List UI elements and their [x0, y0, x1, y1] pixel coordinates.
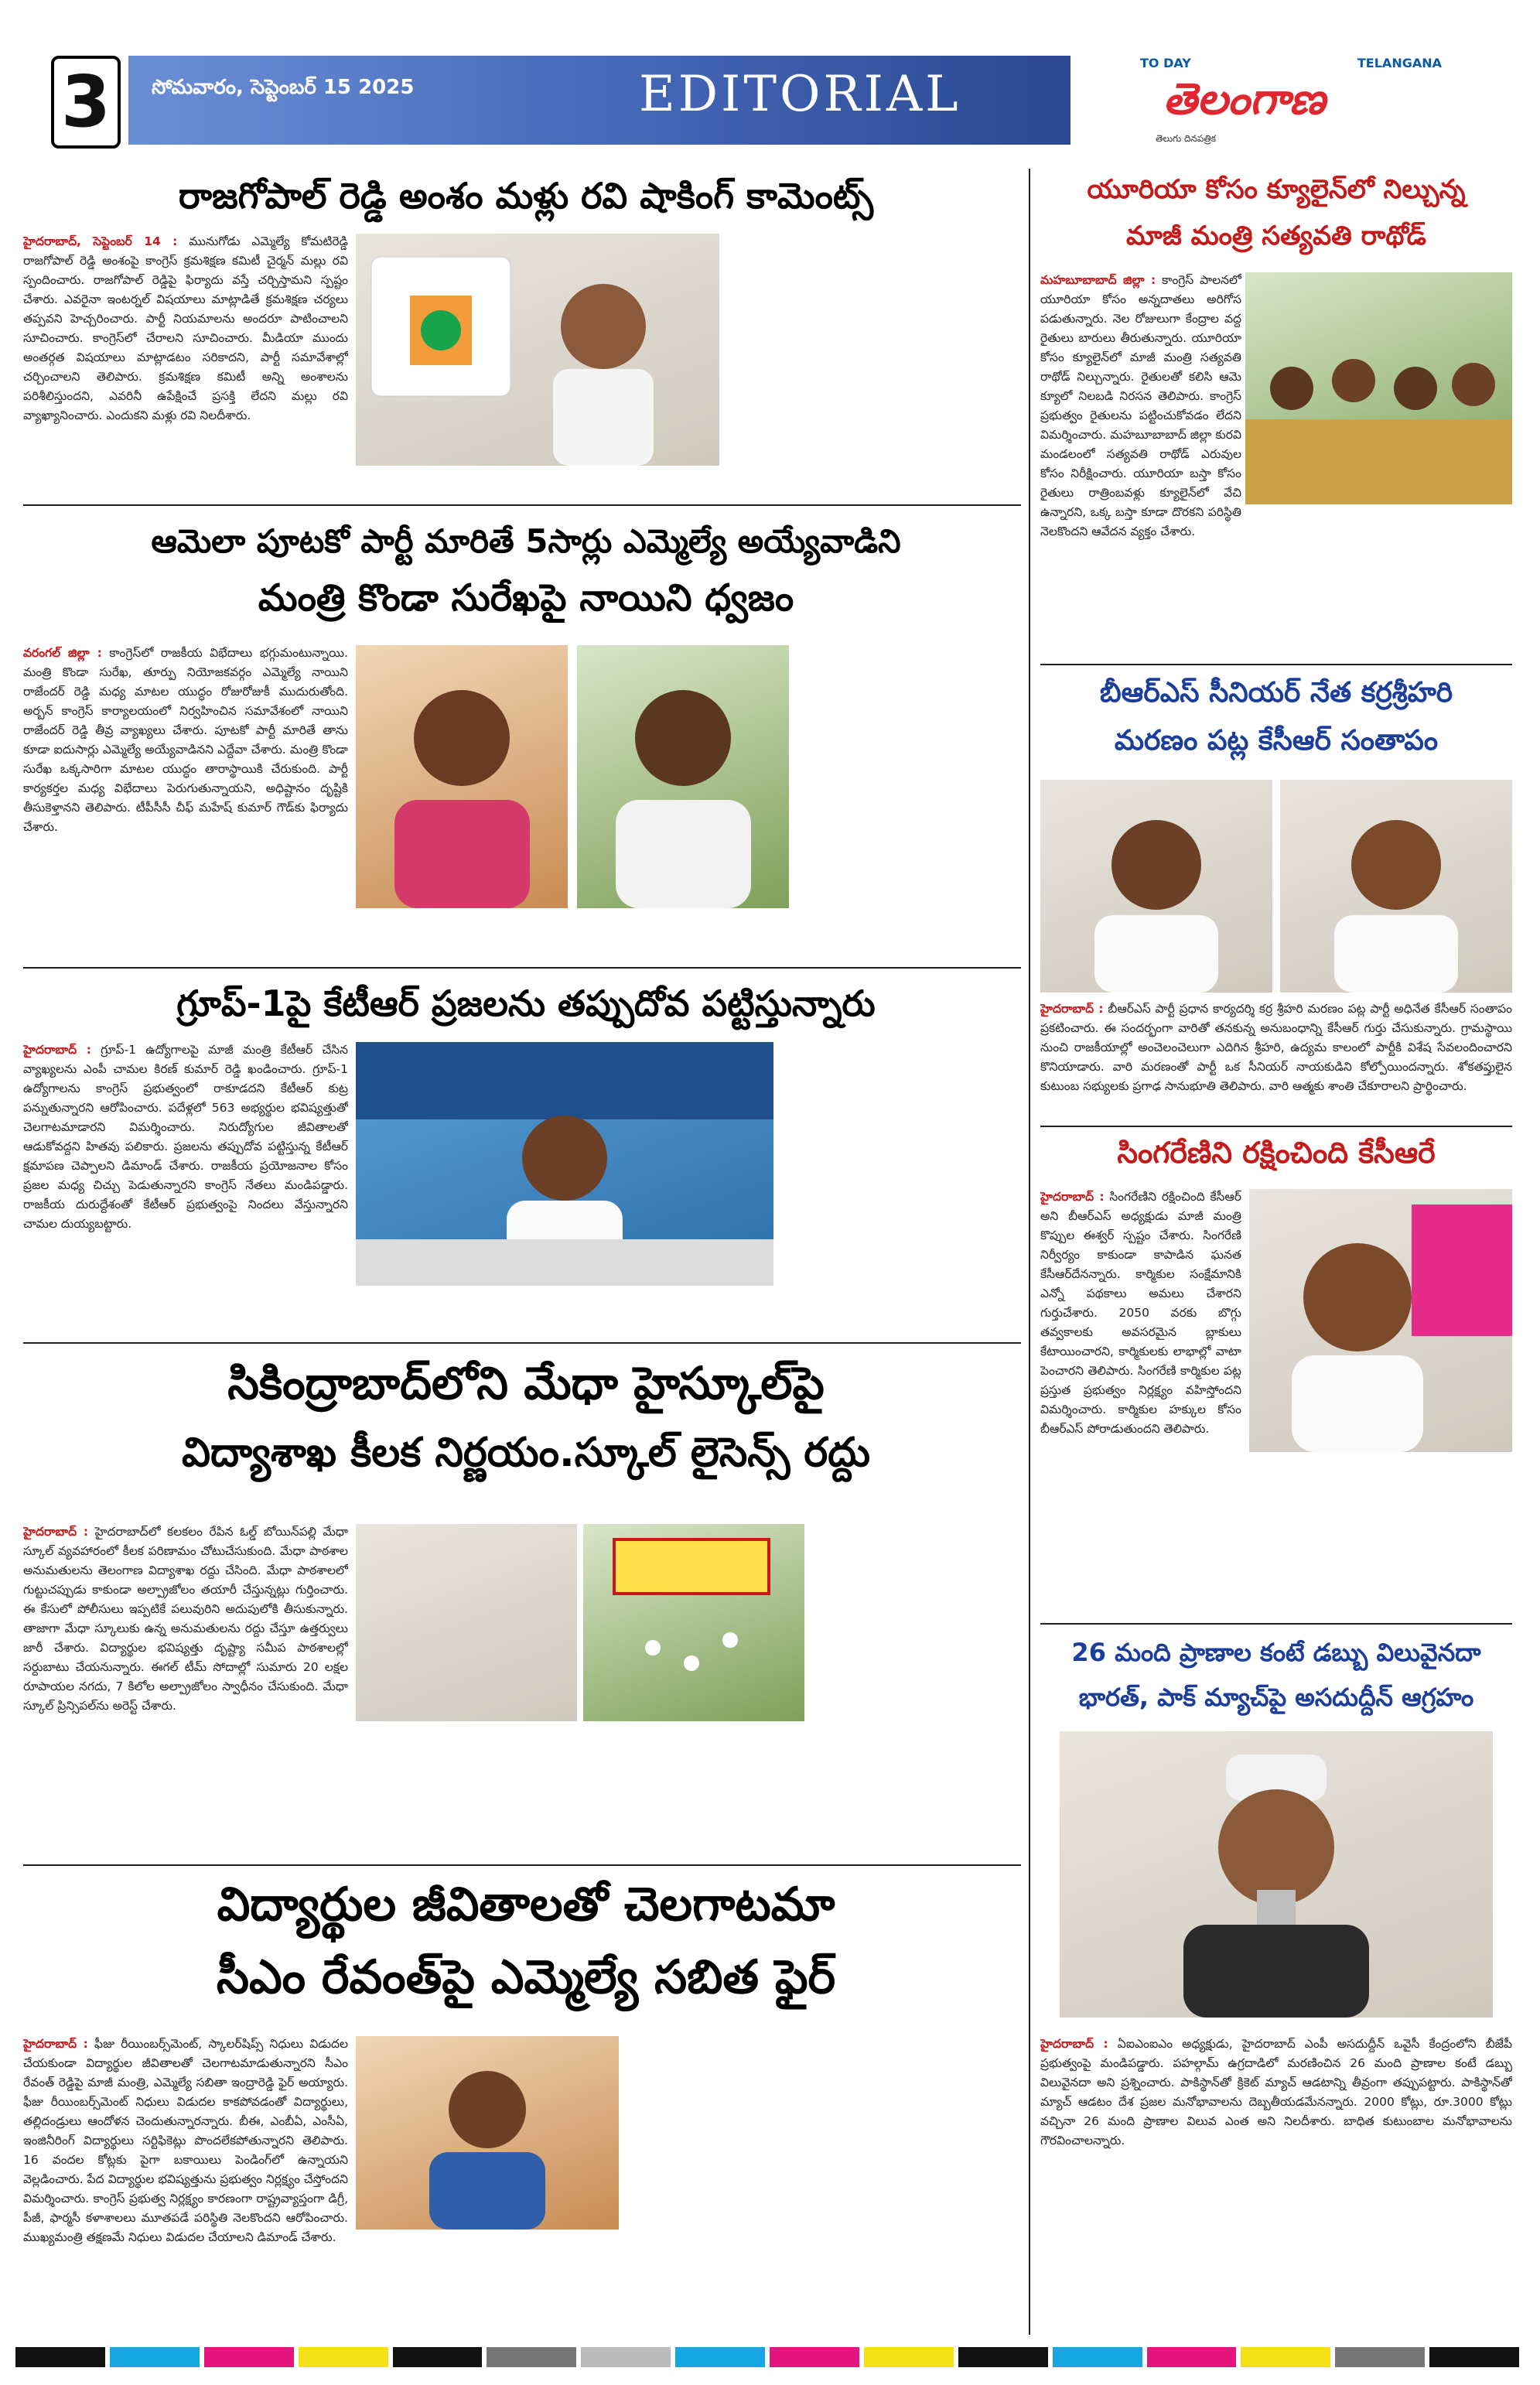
story-4-body-cont [812, 1522, 1021, 1847]
story-7-headline-1: బీఆర్ఎస్ సీనియర్ నేత కర్రశ్రీహరి [1099, 677, 1453, 709]
divider [23, 504, 1021, 506]
story-2-body-cont [797, 644, 1021, 953]
logo-tagline: తెలుగు దినపత్రిక [1156, 133, 1217, 144]
logo-today: TO DAY [1140, 56, 1191, 70]
story-8-body [1040, 1187, 1241, 1559]
story-7-dateline: హైదరాబాద్ : [1040, 1002, 1104, 1016]
story-1-text: మునుగోడు ఎమ్మెల్యే కోమటిరెడ్డి రాజగోపాల్ రెడ్డి అంశంపై కాంగ్రెస్ క్రమశిక్షణ కమిటీ చైర్మన్ మల్లు రవి స్పందించారు. రాజగోపాల్ రెడ్డిపై ఫిర్యాదు వస్తే చర్చిస్తామని స్పష్టం చేశారు. ఎవరైనా ఇంటర్నల్ విషయాలు మాట్లాడితే క్రమశిక్షణ చర్యలు తప్పవని హెచ్చరించారు. పార్టీ నియమాలను అందరూ పాటించాలని సూచించారు. కాంగ్రెస్‌లో చేరాలని సూచించారు. మీడియా ముందు అంతర్గత విషయాలు మాట్లాడటం సరికాదని, పార్టీ సమావేశాల్లో చర్చించాలని తెలిపారు. క్రమశిక్షణ కమిటీ అన్ని అంశాలను పరిశీలిస్తుందని, ఎవరినీ ఉపేక్షించే ప్రసక్తి లేదని మల్లు రవి వ్యాఖ్యానించారు. ఎందుకని మళ్లు రవి నిలదీశారు. [23, 234, 348, 422]
logo-telangana: TELANGANA [1357, 56, 1442, 70]
story-3-body [23, 1040, 348, 1334]
story-6-headline-2: మాజీ మంత్రి సత్యవతి రాథోడ్ [1126, 220, 1426, 251]
story-4-text: హైదరాబాద్‌లో కలకలం రేపిన ఓల్డ్ బోయిన్‌పల్లి మేధా స్కూల్ వ్యవహారంలో కీలక పరిణామం చోటుచేసుకుంది. మేధా పాఠశాల అనుమతులను తెలంగాణ విద్యాశాఖ రద్దు చేసింది. మేధా పాఠశాలలో గుట్టుచప్పుడు కాకుండా అల్ప్రాజోలం తయారీ చేస్తున్నట్లు గుర్తించారు. ఈ కేసులో పోలీసులు ఇప్పటికే పలువురిని అదుపులోకి తీసుకున్నారు. తాజాగా మేధా స్కూలుకు ఉన్న అనుమతులను రద్దు చేస్తూ ఉత్తర్వులు జారీ చేశారు. విద్యార్థుల భవిష్యత్తు దృష్ట్యా సమీప పాఠశాలల్లో సర్దుబాటు చేయనున్నారు. ఈగల్ టీమ్ సోదాల్లో సుమారు 20 లక్షల రూపాయల నగదు, 7 కిలోల అల్ప్రాజోలం స్వాధీనం చేసుకుంది. మేధా స్కూల్ ప్రిన్సిపల్‌ను అరెస్ట్ చేశారు. [23, 1525, 348, 1713]
story-5-body-cont [627, 2035, 1021, 2336]
page-number: 3 [51, 56, 121, 149]
print-color-strip [15, 2347, 1524, 2367]
story-7-text: బీఆర్ఎస్ పార్టీ ప్రధాన కార్యదర్శి కర్ర శ్రీహరి మరణం పట్ల పార్టీ అధినేత కేసీఆర్ సంతాపం ప్రకటించారు. ఈ సందర్భంగా వారితో తనకున్న అనుబంధాన్ని కేసీఆర్ గుర్తు చేసుకున్నారు. గ్రామస్థాయి నుంచి రాజకీయాల్లో అంచెలంచెలుగా ఎదిగిన శ్రీహరి, ఉద్యమ కాలంలో పార్టీకి విశేష సేవలందించారని కొనియాడారు. వారి మరణంతో పార్టీ ఒక సీనియర్ నాయకుడిని కోల్పోయిందన్నారు. శోకతప్తులైన కుటుంబ సభ్యులకు ప్రగాఢ సానుభూతి తెలిపారు. వారి ఆత్మకు శాంతి చేకూరాలని ప్రార్థించారు. [1040, 1002, 1512, 1093]
story-1-headline: రాజగోపాల్ రెడ్డి అంశం మళ్లు రవి షాకింగ్ కామెంట్స్ [178, 175, 874, 217]
story-5-headline-2: సీఎం రేవంత్‌పై ఎమ్మెల్యే సబిత ఫైర్ [216, 1950, 836, 2004]
story-2-headline-1: ఆమెలా పూటకో పార్టీ మారితే 5సార్లు ఎమ్మెల్యే అయ్యేవాడిని [151, 522, 901, 560]
divider [1040, 664, 1512, 665]
story-3-body-cont [781, 1040, 1021, 1334]
issue-date: సోమవారం, సెప్టెంబర్ 15 2025 [152, 76, 415, 99]
koppula-photo [1249, 1189, 1512, 1452]
story-3-headline: గ్రూప్-1పై కేటీఆర్ ప్రజలను తప్పుదోవ పట్టిస్తున్నారు [176, 982, 876, 1024]
story-6-body [1040, 271, 1241, 557]
story-3-dateline: హైదరాబాద్ : [23, 1043, 91, 1057]
story-2-text: కాంగ్రెస్‌లో రాజకీయ విభేదాలు భగ్గుమంటున్నాయి. మంత్రి కొండా సురేఖ, తూర్పు నియోజకవర్గం ఎమ్మెల్యే నాయిని రాజేందర్ రెడ్డి మధ్య మాటల యుద్ధం రోజురోజుకీ ముదురుతోంది. అర్బన్ కాంగ్రెస్ కార్యాలయంలో నిర్వహించిన సమావేశంలో నాయిని రాజేందర్ రెడ్డి తీవ్ర వ్యాఖ్యలు చేశారు. పూటకో పార్టీ మారితే తాను కూడా ఐదుసార్లు ఎమ్మెల్యే అయ్యేవాడినని ఎద్దేవా చేశారు. మంత్రి కొండా సురేఖ ఒక్కసారిగా మాటల యుద్ధం తారాస్థాయికి చేరుకుంది. పార్టీ కార్యకర్తల మధ్య విభేదాలు పెరుగుతున్నాయని, అధిష్టానం దృష్టికి తీసుకెళ్తానని తెలిపారు. టీపీసీసీ చీఫ్ మహేష్ కుమార్ గౌడ్‌కు ఫిర్యాదు చేశారు. [23, 646, 348, 834]
story-8-text: సింగరేణిని రక్షించింది కేసీఆర్ అని బీఆర్ఎస్ అధ్యక్షుడు మాజీ మంత్రి కొప్పుల ఈశ్వర్ స్పష్టం చేశారు. సింగరేణి నిర్వీర్యం కాకుండా కాపాడిన ఘనత కేసీఆర్‌దేనన్నారు. కార్మికుల సంక్షేమానికి ఎన్నో పథకాలు అమలు చేశారని గుర్తుచేశారు. 2050 వరకు బొగ్గు తవ్వకాలకు అవసరమైన బ్లాకులు కేటాయించారని, కార్మికులకు లాభాల్లో వాటా పెంచారని తెలిపారు. సింగరేణి కార్మికుల పట్ల ప్రస్తుత ప్రభుత్వం నిర్లక్ష్యం వహిస్తోందని విమర్శించారు. కార్మికుల హక్కుల కోసం బీఆర్ఎస్ పోరాడుతుందని తెలిపారు. [1040, 1190, 1241, 1436]
press-meet-photo [356, 1042, 773, 1286]
story-4-headline-2: విద్యాశాఖ కీలక నిర్ణయం.స్కూల్ లైసెన్స్ రద్దు [182, 1430, 870, 1476]
school-raid-photo [356, 1524, 804, 1721]
congress-leader-photo [356, 234, 719, 466]
story-2-headline-2: మంత్రి కొండా సురేఖపై నాయిని ధ్వజం [258, 576, 794, 620]
section-title: EDITORIAL [639, 66, 961, 123]
story-8-dateline: హైదరాబాద్ : [1040, 1190, 1105, 1204]
story-6-text: కాంగ్రెస్ పాలనలో యూరియా కోసం అన్నదాతలు అరిగోస పడుతున్నారు. నెల రోజులుగా కేంద్రాల వద్ద రైతులు బారులు తీరుతున్నారు. యూరియా కోసం క్యూలైన్‌లో మాజీ మంత్రి సత్యవతి రాథోడ్ నిల్చున్నారు. రైతులతో కలిసి ఆమె క్యూలో నిలబడి నిరసన తెలిపారు. కాంగ్రెస్ ప్రభుత్వం రైతులను పట్టించుకోవడం లేదని విమర్శించారు. మహబూబాబాద్ జిల్లా కురవి మండలంలో సత్యవతి రాథోడ్ ఎరువుల కోసం నిరీక్షించారు. యూరియా బస్తా కోసం రైతులు రాత్రింబవళ్లు క్యూలైన్‌లో వేచి ఉన్నారని, ఒక్క బస్తా కూడా దొరకని పరిస్థితి నెలకొందని ఆవేదన వ్యక్తం చేశారు. [1040, 273, 1241, 538]
divider [1040, 1623, 1512, 1625]
story-9-headline-1: 26 మంది ప్రాణాల కంటే డబ్బు విలువైనదా [1071, 1638, 1481, 1667]
divider [1040, 1126, 1512, 1127]
story-2-dateline: వరంగల్ జిల్లా : [23, 646, 102, 660]
story-3-text: గ్రూప్-1 ఉద్యోగాలపై మాజీ మంత్రి కేటీఆర్ చేసిన వ్యాఖ్యలను ఎంపీ చామల కిరణ్ కుమార్ రెడ్డి ఖండించారు. గ్రూప్-1 ఉద్యోగాలను కాంగ్రెస్ ప్రభుత్వంలో రాకూడదని కేటీఆర్ కుట్ర పన్నుతున్నారని ఆరోపించారు. పదేళ్లలో 563 అభ్యర్థుల భవిష్యత్తుతో చెలగాటమాడారని విమర్శించారు. నిరుద్యోగుల జీవితాలతో ఆడుకోవద్దని హితవు పలికారు. ప్రజలను తప్పుదోవ పట్టిస్తున్న కేటీఆర్ క్షమాపణ చెప్పాలని డిమాండ్ చేశారు. రాజకీయ ప్రయోజనాల కోసం ప్రజల మధ్య చిచ్చు పెడుతున్నారని కాంగ్రెస్ నేతలు మండిపడ్డారు. రాజకీయ దురుద్దేశంతో కేటీఆర్ ప్రభుత్వంపై నిందలు వేస్తున్నారని చామల దుయ్యబట్టారు. [23, 1043, 348, 1231]
story-1-dateline: హైదరాబాద్, సెప్టెంబర్ 14 : [23, 234, 178, 248]
divider [23, 1864, 1021, 1866]
story-1-body-cont [727, 232, 1021, 491]
story-5-body [23, 2035, 348, 2336]
story-9-headline-2: భారత్, పాక్ మ్యాచ్‌పై అసదుద్దీన్ ఆగ్రహం [1078, 1683, 1474, 1712]
story-6-headline-1: యూరియా కోసం క్యూలైన్‌లో నిల్చున్న [1087, 174, 1466, 205]
two-politicians-photo [356, 645, 789, 908]
story-6-dateline: మహబూబాబాద్ జిల్లా : [1040, 273, 1156, 287]
story-4-body [23, 1522, 348, 1847]
column-divider [1029, 169, 1030, 2335]
story-4-dateline: హైదరాబాద్ : [23, 1525, 89, 1539]
story-8-headline: సింగరేణిని రక్షించింది కేసీఆరే [1117, 1136, 1436, 1170]
sabitha-photo [356, 2036, 619, 2230]
story-9-body [1040, 2035, 1512, 2336]
logo-mark: తెలంగాణ [1163, 74, 1326, 125]
story-1-body [23, 232, 348, 491]
story-9-dateline: హైదరాబాద్ : [1040, 2037, 1108, 2051]
story-5-headline-1: విద్యార్థుల జీవితాలతో చెలగాటమా [217, 1878, 835, 1932]
story-2-body [23, 644, 348, 953]
farmers-queue-photo [1245, 272, 1512, 504]
story-5-text: ఫీజు రీయింబర్స్‌మెంట్, స్కాలర్‌షిప్స్ నిధులు విడుదల చేయకుండా విద్యార్థుల జీవితాలతో చెలగాటమాడుతున్నారని సీఎం రేవంత్ రెడ్డిపై మాజీ మంత్రి, ఎమ్మెల్యే సబితా ఇంద్రారెడ్డి ఫైర్ అయ్యారు. ఫీజు రీయింబర్స్‌మెంట్ నిధులు విడుదల కాకపోవడంతో విద్యార్థులు, తల్లిదండ్రులు ఆందోళన చెందుతున్నారన్నారు. బీఈ, ఎంబీఏ, ఎంసీఏ, ఇంజినీరింగ్ విద్యార్థులు సర్టిఫికెట్లు పొందలేకపోతున్నారని తెలిపారు. 16 వందల కోట్లకు పైగా బకాయిలు పెండింగ్‌లో ఉన్నాయని వెల్లడించారు. పేద విద్యార్థుల భవిష్యత్తును ప్రభుత్వం నిర్లక్ష్యం చేస్తోందని విమర్శించారు. కాంగ్రెస్ ప్రభుత్వ నిర్లక్ష్యం కారణంగా రాష్ట్రవ్యాప్తంగా డిగ్రీ, పీజీ, ఫార్మసీ కళాశాలలు మూతపడే పరిస్థితి నెలకొందని ఆరోపించారు. ముఖ్యమంత్రి తక్షణమే నిధులు విడుదల చేయాలని డిమాండ్ చేశారు. [23, 2037, 348, 2244]
story-7-body [1040, 999, 1512, 1116]
kcr-srihari-photo [1040, 780, 1512, 993]
story-5-dateline: హైదరాబాద్ : [23, 2037, 88, 2051]
story-4-headline-1: సికింద్రాబాద్‌లోని మేధా హైస్కూల్‌పై [227, 1357, 825, 1409]
newspaper-logo [1140, 56, 1504, 156]
owaisi-photo [1060, 1731, 1493, 2018]
divider [23, 967, 1021, 969]
story-7-headline-2: మరణం పట్ల కేసీఆర్ సంతాపం [1114, 725, 1439, 757]
divider [23, 1342, 1021, 1344]
story-9-text: ఏఐఎంఐఎం అధ్యక్షుడు, హైదరాబాద్ ఎంపీ అసదుద్దీన్ ఒవైసీ కేంద్రంలోని బీజేపీ ప్రభుత్వంపై మండిపడ్డారు. పహల్గామ్ ఉగ్రదాడిలో మరణించిన 26 మంది ప్రాణాల కంటే డబ్బు విలువైనదా అని ప్రశ్నించారు. పాకిస్థాన్‌తో క్రికెట్ మ్యాచ్ ఆడటాన్ని తీవ్రంగా తప్పుపట్టారు. పాకిస్థాన్‌తో మ్యాచ్ ఆడటం దేశ ప్రజల మనోభావాలను దెబ్బతీయడమేనన్నారు. 2000 కోట్లు, రూ.3000 కోట్లు వచ్చినా 26 మంది ప్రాణాల విలువ ఎంత అని నిలదీశారు. బాధిత కుటుంబాల మనోభావాలను గౌరవించాలన్నారు. [1040, 2037, 1512, 2148]
masthead [28, 31, 1512, 147]
